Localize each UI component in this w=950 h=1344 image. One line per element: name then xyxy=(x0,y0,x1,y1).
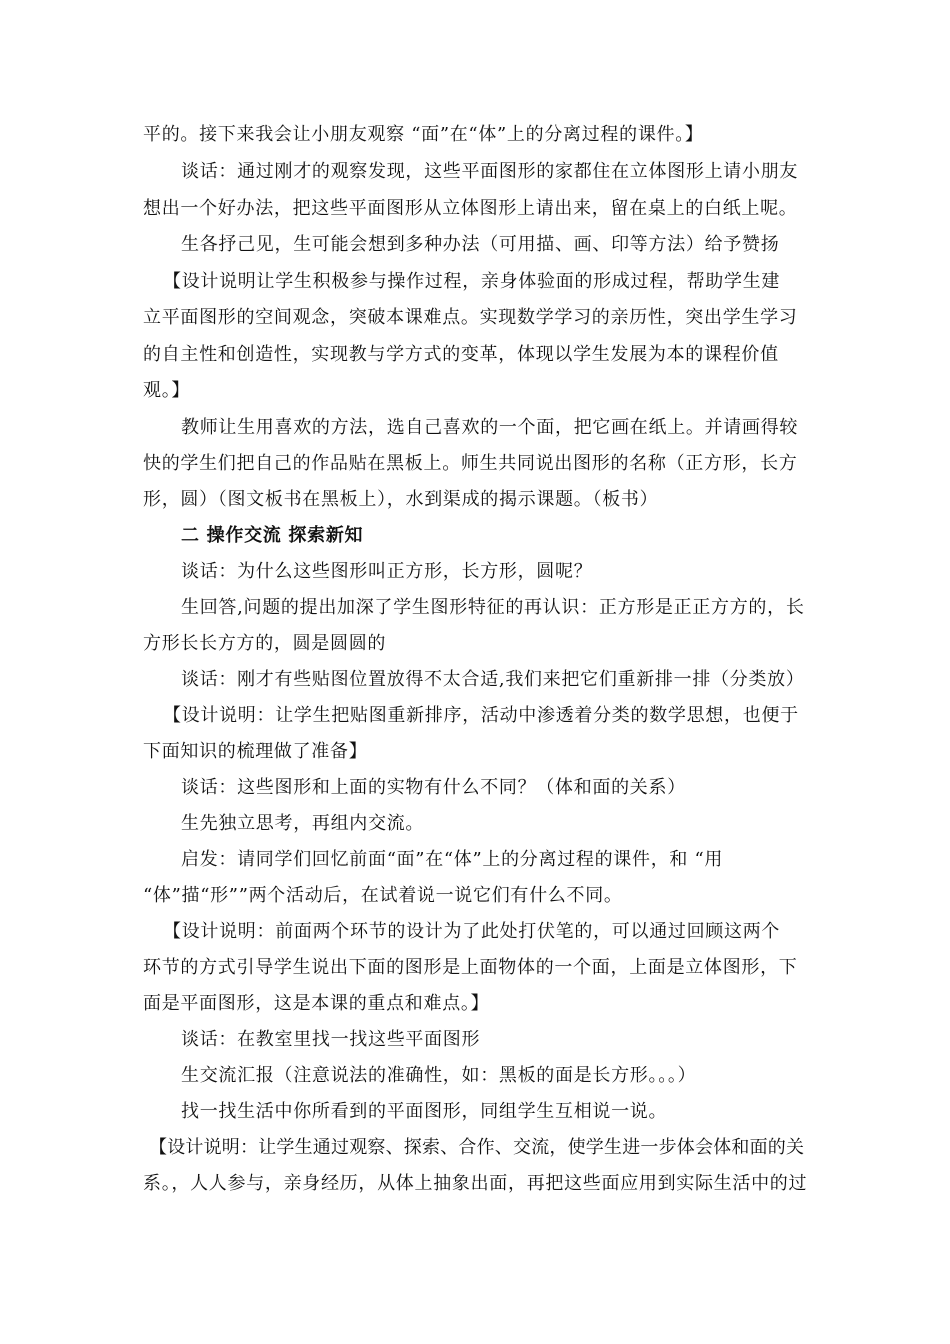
text-line: 下面知识的梳理做了准备】 xyxy=(143,741,368,762)
text-line: 【设计说明让学生积极参与操作过程，亲身体验面的形成过程，帮助学生建 xyxy=(163,271,781,292)
text-line: 【设计说明：前面两个环节的设计为了此处打伏笔的，可以通过回顾这两个 xyxy=(163,921,781,942)
text-line: 谈话：刚才有些贴图位置放得不太合适,我们来把它们重新排一排（分类放） xyxy=(181,669,805,690)
text-line: 教师让生用喜欢的方法，选自己喜欢的一个面，把它画在纸上。并请画得较 xyxy=(181,417,799,438)
text-line: 生先独立思考，再组内交流。 xyxy=(181,813,425,834)
text-line: 快的学生们把自己的作品贴在黑板上。师生共同说出图形的名称（正方形，长方 xyxy=(143,453,798,474)
text-line: 想出一个好办法，把这些平面图形从立体图形上请出来，留在桌上的白纸上呢。 xyxy=(143,198,798,219)
text-line: 谈话：在教室里找一找这些平面图形 xyxy=(181,1029,481,1050)
text-line: 启发：请同学们回忆前面“面”在“体”上的分离过程的课件，和 “用 xyxy=(181,849,724,870)
text-line: 【设计说明：让学生通过观察、探索、合作、交流，使学生进一步体会体和面的关 xyxy=(149,1137,805,1158)
text-line: 生回答,问题的提出加深了学生图形特征的再认识：正方形是正正方方的，长 xyxy=(181,597,805,618)
text-line: 形，圆）（图文板书在黑板上），水到渠成的揭示课题。（板书） xyxy=(143,489,659,510)
text-line: 方形长长方方的，圆是圆圆的 xyxy=(143,633,387,654)
text-line: 谈话：通过刚才的观察发现，这些平面图形的家都住在立体图形上请小朋友 xyxy=(181,161,799,182)
text-line: 谈话：这些图形和上面的实物有什么不同？（体和面的关系） xyxy=(181,777,686,798)
text-line: 观。】 xyxy=(143,380,191,401)
text-line: 立平面图形的空间观念，突破本课难点。实现数学学习的亲历性，突出学生学习 xyxy=(143,307,798,328)
text-line: 的自主性和创造性，实现教与学方式的变革，体现以学生发展为本的课程价值 xyxy=(143,344,779,365)
text-line: 【设计说明：让学生把贴图重新排序，活动中渗透着分类的数学思想，也便于 xyxy=(163,705,799,726)
text-line: 环节的方式引导学生说出下面的图形是上面物体的一个面，上面是立体图形，下 xyxy=(143,957,798,978)
text-line: 生各抒己见，生可能会想到多种办法（可用描、画、印等方法）给予赞扬 xyxy=(181,234,780,255)
text-line: 面是平面图形，这是本课的重点和难点。】 xyxy=(143,993,490,1014)
text-line: 生交流汇报（注意说法的准确性，如：黑板的面是长方形。。。） xyxy=(181,1065,697,1086)
text-line: 谈话：为什么这些图形叫正方形，长方形，圆呢？ xyxy=(181,561,593,582)
text-line: 系。，人人参与，亲身经历，从体上抽象出面，再把这些面应用到实际生活中的过 xyxy=(143,1173,808,1194)
text-line: “体”描“形””两个活动后，在试着说一说它们有什么不同。 xyxy=(143,885,623,906)
text-line: 找一找生活中你所看到的平面图形，同组学生互相说一说。 xyxy=(181,1101,668,1122)
text-line: 平的。接下来我会让小朋友观察 “面”在“体”上的分离过程的课件。】 xyxy=(143,124,704,145)
section-heading: 二 操作交流 探索新知 xyxy=(181,525,364,546)
